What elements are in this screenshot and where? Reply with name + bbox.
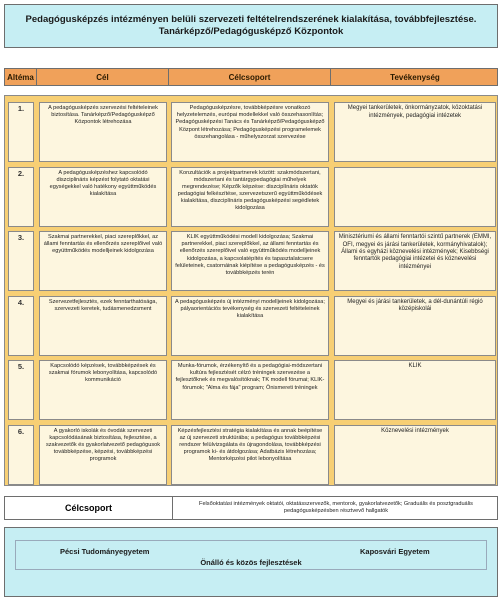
- row-cel: Szakmai partnerekkel, piaci szereplőkkel, az állami fenntartás és ellenőrzés szereplőivel való együttműködés modelljeinek kidolgozása: [39, 231, 167, 291]
- target-group-label: Célcsoport: [5, 497, 173, 519]
- footer-inner: [15, 540, 487, 570]
- page-title-line2: Tanárképző/Pedagógusképző Központok: [158, 26, 344, 37]
- header-tevekenyseg: Tevékenység: [390, 72, 440, 82]
- row-celcsoport: KLIK együttműködési modell kidolgozása; Szakmai partnerekkel, piaci szereplőkkel, az állami fenntartás és ellenőrzés szereplőivel való együttműködés modelljeinek kidolgozása, a kapcsolatépítés és tapasztalatcsere felületeinek, csatornáinak kiépítése a pedagógusképzés - és továbbképzés terén: [171, 231, 329, 291]
- footer-box: [4, 527, 498, 597]
- row-index: 5.: [8, 360, 34, 420]
- row-cel: A pedagógusképzéshez kapcsolódó diszciplináris képzést folytató oktatási egységekkel való hatékony együttműködés kialakítása: [39, 167, 167, 227]
- row-tevekenyseg: [334, 167, 496, 227]
- row-celcsoport: Munka-fórumok, érzékenyítő és a pedagógiai-módszertani kultúra fejlesztését célzó tréningek szervezése a fejlesztőknek és megvalósítóknak; TK modell fórumai; KLIK-fórumok; "Alma és fája" program; Önismereti tréningek: [171, 360, 329, 420]
- footer-subtitle: Önálló és közös fejlesztések: [200, 558, 302, 567]
- row-index: 2.: [8, 167, 34, 227]
- row-cel: Szervezetfejlesztés, ezek fenntarthatósága, szervezeti keretek, tudásmenedzsment: [39, 296, 167, 356]
- page-title-box: [4, 4, 498, 48]
- main-table: [4, 95, 498, 486]
- target-group-text: Felsőoktatási intézmények oktatói, oktatásszervezők, mentorok, gyakorlatvezetők; Graduális és posztgraduális pedagógusképzésben résztvevő hallgatók: [199, 501, 473, 514]
- row-celcsoport: Pedagógusképzésre, továbbképzésre vonatkozó helyzetelemzés, európai modellekkel való összehasonlítás; Pedagógusképzési Tanács és Tanárképző/Pedagógusképző Központ létrehozása; Pedagógusképzési programelemek összehangolása - műhelyszorzat szervezése: [171, 102, 329, 162]
- row-cel: A gyakorló iskolák és óvodák szervezeti kapcsolódásának biztosítása, fejlesztése, a szakvezetők és gyakorlatvezető pedagógusok továbbképzése, képzési, továbbképzési programok: [39, 425, 167, 485]
- row-celcsoport: A pedagógusképzés új intézményi modelljeinek kidolgozása; pályaorientációs tevékenység és szervezeti feltételeinek kialakítása: [171, 296, 329, 356]
- header-celcsoport: Célcsoport: [169, 69, 331, 85]
- row-tevekenyseg: Megyei tankerületek, önkormányzatok, közoktatási intézmények, pedagógiai intézetek: [334, 102, 496, 162]
- table-row: [5, 423, 497, 488]
- table-header: [4, 68, 498, 86]
- target-group-row: [4, 496, 498, 520]
- footer-university-kaposvar: Kaposvári Egyetem: [360, 547, 430, 556]
- row-celcsoport: Képzésfejlesztési stratégia kialakítása és annak beépítése az új szervezeti struktúrába; a pedagógus továbbképzési rendszer felülvizsgálata és újragondolása, továbbképzési programok ki- és átdolgozása; Adatbázis létrehozása; Mentorképzési pilot lebonyolítása: [171, 425, 329, 485]
- footer-university-pecs: Pécsi Tudományegyetem: [60, 547, 150, 556]
- table-row: [5, 165, 497, 230]
- row-index: 4.: [8, 296, 34, 356]
- row-index: 3.: [8, 231, 34, 291]
- row-tevekenyseg: Köznevelési intézmények: [334, 425, 496, 485]
- row-tevekenyseg: KLIK: [334, 360, 496, 420]
- row-cel: A pedagógusképzés szervezési feltételeinek biztosítása. Tanárképző/Pedagógusképző Központok létrehozása: [39, 102, 167, 162]
- table-row: [5, 100, 497, 165]
- table-row: [5, 358, 497, 423]
- header-altema: Altéma: [5, 69, 37, 85]
- header-cel: Cél: [37, 69, 169, 85]
- row-cel: Kapcsolódó képzések, továbbképzések és szakmai fórumok lebonyolítása, kapcsolódó kommunikáció: [39, 360, 167, 420]
- row-celcsoport: Konzultációk a projektpartnerek között: szakmódszertani, módszertani és tantárgypedagógiai műhelyek megrendezése; Képzők képzése: diszciplínáris oktatók pedagógiai felkészítése, szervezetszerű együttműködések kialakítása, diszciplínáris pedagógusképzési segédletek kidolgozása: [171, 167, 329, 227]
- row-tevekenyseg: Minisztériumi és állami fenntartói szintű partnerek (EMMI, OFI, megyei és járási tankerületek, kormányhivatalok); Állami és egyházi köznevelési intézmények; Kisebbségi fenntartók pedagógiai intézetei és köznevelési intézményei: [334, 231, 496, 291]
- page-title-line1: Pedagógusképzés intézményen belüli szervezeti feltételrendszerének kialakítása, továbbfejlesztése.: [25, 14, 477, 25]
- table-row: [5, 229, 497, 294]
- row-index: 1.: [8, 102, 34, 162]
- table-row: [5, 294, 497, 359]
- row-tevekenyseg: Megyei és járási tankerületek, a dél-dunántúli régió középiskolái: [334, 296, 496, 356]
- row-index: 6.: [8, 425, 34, 485]
